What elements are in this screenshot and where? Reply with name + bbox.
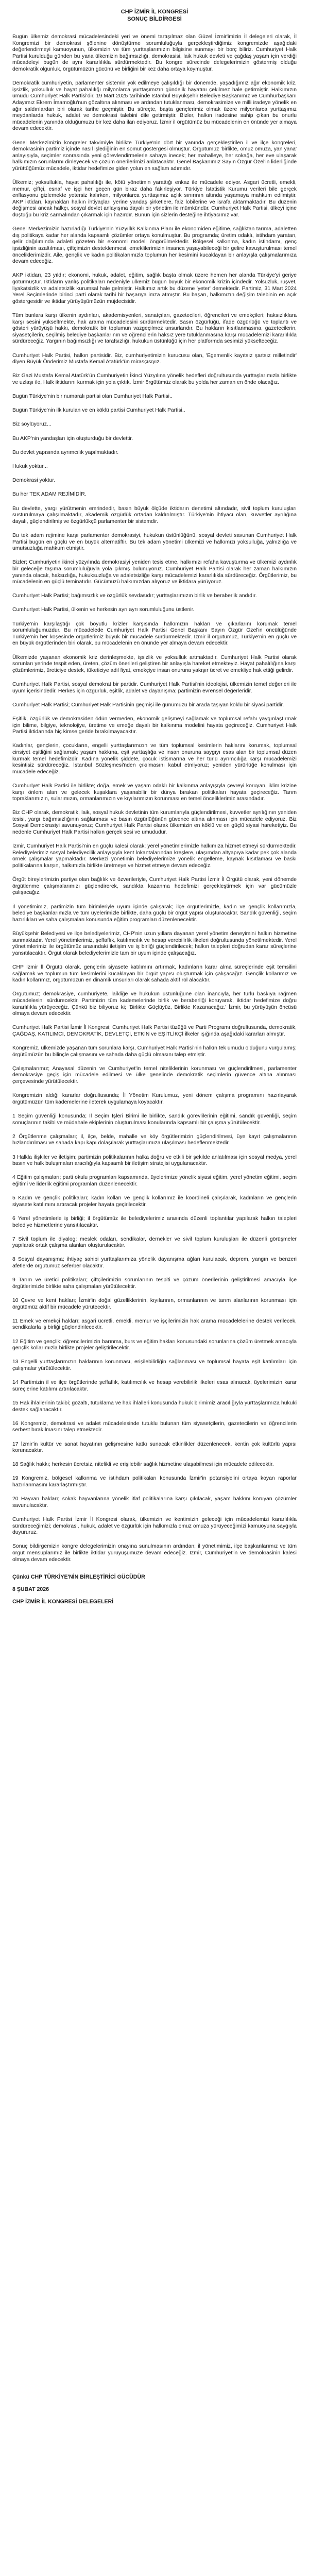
body-paragraph: 18 Sağlık hakkı; herkesin ücretsiz, nitelikli ve erişilebilir sağlık hizmetine ulaşabilmesi için mücadele edilecektir. (12, 1462, 274, 1468)
body-paragraph: Cumhuriyet Halk Partisi; bağımsızlık ve özgürlük sevdasıdır; yurttaşlarımızın birlik ve beraberlik andıdır. (12, 593, 257, 599)
body-paragraph: Ülkemiz; yoksullukla, hayat pahalılığı ile, kötü yönetimin yarattığı enkaz ile mücadele ediyor. Asgari ücretli, emekli, memur, çiftçi, esnaf ve işçi her geçen gün biraz daha fakirleşiyor. Türkiye İstatistik Kurumu verileri bile gerçek enflasyonu gizlemekte yetersiz kalırken, milyonlarca yurttaşımız açlık sınırının altında yaşamaya mahkum edilmiştir. AKP iktidarı, kaynakları halkın ihtiyaçları yerine yandaş şirketlere, faiz lobilerine ve israfa aktarmaktadır. Bu düzenin değişmesi ancak halkçı, sosyal devlet anlayışına dayalı bir yönetim ile mümkündür. Cumhuriyet Halk Partisi, ülkeyi içine düştüğü bu kriz sarmalından çıkarmak için hazırdır. Bunun için sizlerin desteğine ihtiyacımız var. (12, 180, 297, 218)
body-paragraph: İl yönetimimiz, partimizin tüm birimleriyle uyum içinde çalışarak; ilçe örgütlerimizle, kadın ve gençlik kollarımızla, belediye başkanlarımızla ve tüm üyelerimizle birlikte, daha güçlü bir örgüt yapısı oluşturacaktır. Sandık güvenliği, seçim hazırlıkları ve saha çalışmaları konusunda eğitim programları düzenlenecektir. (12, 904, 297, 923)
body-paragraph: 11 Emek ve emekçi hakları; asgari ücretli, emekli, memur ve işçilerimizin hak arama mücadelelerine destek verilecek, sendikalarla iş birliği güçlendirilecektir. (12, 1318, 297, 1331)
body-paragraph: 1 Seçim güvenliği konusunda; İl Seçim İşleri Birimi ile birlikte, sandık görevlilerinin eğitimi, sandık güvenliği, seçim sonuçlarının takibi ve müdahale ekiplerinin oluşturulması konularında kapsamlı bir çalışma yürütülecektir. (12, 1113, 297, 1126)
body-paragraph: 13 Engelli yurttaşlarımızın haklarının korunması, erişilebilirliğin sağlanması ve toplumsal hayata eşit katılımları için çalışmalar yürütülecektir. (12, 1359, 297, 1371)
body-paragraph: 10 Çevre ve kent hakları; İzmir'in doğal güzelliklerinin, kıyılarının, ormanlarının ve tarım alanlarının korunması için örgütümüz aktif bir mücadele yürütecektir. (12, 1298, 297, 1310)
body-paragraph: Sonuç bildirgemizin kongre delegelerimizin onayına sunulmasının ardından; il yönetimimiz, ilçe başkanlarımız ve tüm örgüt mensuplarımız ile birlikte iktidar yürüyüşümüze devam edeceğiz. İzmir, Cumhuriyet'in ve demokrasinin kalesi olmaya devam edecektir. (12, 1544, 297, 1563)
document-org-title: CHP İZMİR İL KONGRESİ (121, 9, 188, 15)
body-paragraph: Çalışmalarımız; Anayasal düzenin ve Cumhuriyet'in temel niteliklerinin korunması ve güçlendirilmesi, parlamenter demokrasiye geçiş için mücadele edilmesi ve ülke genelinde demokratik seçimlerin güvence altına alınması çerçevesinde yürütülecektir. (12, 1065, 297, 1085)
body-paragraph: Büyükşehir Belediyesi ve ilçe belediyelerimiz, CHP'nin uzun yıllara dayanan yerel yönetim deneyimini halkın hizmetine sunmaktadır. Yerel yönetimlerimiz, şeffaflık, katılımcılık ve hesap verebilirlik ilkeleri doğrultusunda yönetilmektedir. Yerel yönetimlerimiz ile örgütümüz arasındaki iletişim ve iş birliği güçlendirilecek; halkın talepleri doğrudan karar süreçlerine yansıtılacaktır. Örgüt olarak belediyelerimizle tam bir uyum içinde çalışacağız. (12, 930, 297, 956)
body-paragraph: Bu devlet yapısında ayrımcılık yapılmaktadır. (12, 449, 119, 455)
body-paragraph: Cumhuriyet Halk Partisi İzmir İl Kongresi olarak, ülkemizin ve kentimizin geleceği için mücadelemizi kararlılıkla sürdüreceğimizi; demokrasi, hukuk, adalet ve özgürlük için halkımızla omuz omuza yürüyeceğimizi kamuoyuna saygıyla duyururuz. (12, 1517, 297, 1536)
body-paragraph: Biz söylüyoruz... (12, 421, 52, 428)
body-paragraph: AKP iktidarı, 23 yıldır; ekonomi, hukuk, adalet, eğitim, sağlık başta olmak üzere hemen her alanda Türkiye'yi geriye götürmüştür. İktidarın yanlış politikaları nedeniyle ülkemiz bugün büyük bir ekonomik krizin içindedir. Yolsuzluk, rüşvet, liyakatsizlik ve adaletsizlik kurumsal hale gelmiştir. Halkımız artık bu düzene 'yeter' demektedir. Partimiz, 31 Mart 2024 Yerel Seçimlerinde birinci parti olarak tarihi bir başarıya imza atmıştır. Bu başarı, halkımızın değişim talebinin en açık göstergesidir ve iktidar yürüyüşümüzün müjdecisidir. (12, 273, 297, 304)
body-paragraph: Biz CHP olarak, demokratik, laik, sosyal hukuk devletinin tüm kurumlarıyla güçlendirilmesi, kuvvetler ayrılığının yeniden tesisi, yargı bağımsızlığının sağlanması ve basın özgürlüğünün güvence altına alınması için mücadele ediyoruz. Biz Sosyal Demokrasiyi savunuyoruz; Cumhuriyet Halk Partisi olarak ülkemizin en köklü ve en güçlü siyasi hareketiyiz. Bu nedenle Cumhuriyet Halk Partisi halkın gerçek sesi ve umududur. (12, 810, 297, 836)
body-paragraph: Hukuk yoktur... (12, 464, 48, 469)
body-paragraph: Örgütümüz; demokrasiye, cumhuriyete, laikliğe ve hukukun üstünlüğüne olan inancıyla, her türlü baskıya rağmen mücadelesini sürdürecektir. Partimizin tüm kademelerinde birlik ve beraberliği koruyarak, iktidar hedefimize doğru kararlılıkla yürüyeceğiz. Çünkü biz biliyoruz ki; 'Birlikte Güçlüyüz, Birlikte Kazanacağız.' İzmir, bu yürüyüşün öncüsü olmaya devam edecektir. (12, 991, 297, 1017)
body-paragraph: 3 Halkla ilişkiler ve iletişim; partimizin politikalarının halka doğru ve etkili bir şekilde anlatılması için sosyal medya, yerel basın ve halk buluşmaları aracılığıyla kapsamlı bir iletişim stratejisi uygulanacaktır. (12, 1154, 297, 1167)
body-paragraph: Cumhuriyet Halk Partisi, ülkenin ve herkesin ayrı ayrı sorumluluğunu üstlenir. (12, 607, 195, 613)
body-paragraph: 7 Sivil toplum ile diyalog; meslek odaları, sendikalar, dernekler ve sivil toplum kuruluşları ile düzenli görüşmeler yapılarak ortak çalışma alanları oluşturulacaktır. (12, 1236, 297, 1249)
body-paragraph: Ülkemizde yaşanan ekonomik kriz derinleşmekte, işsizlik ve yoksulluk artmaktadır. Cumhuriyet Halk Partisi olarak sorunları yerinde tespit eden, üreten, çözüm önerileri geliştiren bir anlayışla hareket etmekteyiz. Hayat pahalılığına karşı çözümlerimiz, üreticiye destek, tüketiciye adil fiyat, emekçiye insan onuruna yakışır ücret ve emekliye hak ettiği gelirdir. (12, 654, 297, 673)
body-paragraph: 8 Sosyal dayanışma; ihtiyaç sahibi yurttaşlarımıza yönelik dayanışma ağları kurulacak, deprem, yangın ve benzeri afetlerde örgütümüz seferber olacaktır. (12, 1257, 297, 1269)
body-paragraph: 12 Eğitim ve gençlik; öğrencilerimizin barınma, burs ve eğitim hakları konusundaki sorunlarına çözüm üretmek amacıyla gençlik kollarımızla birlikte projeler geliştirilecektir. (12, 1338, 297, 1351)
body-paragraph: 16 Kongremiz, demokrasi ve adalet mücadelesinde tutuklu bulunan tüm siyasetçilerin, gazetecilerin ve öğrencilerin serbest bırakılmasını talep etmektedir. (12, 1420, 297, 1433)
body-paragraph: Kongremiz, ülkemizde yaşanan tüm sorunlara karşı, Cumhuriyet Halk Partisi'nin halkın tek umudu olduğunu vurgulamış; örgütümüzün bu bilinçle çalışmasını ve sahada daha güçlü olmasını talep etmiştir. (12, 1045, 297, 1058)
body-paragraph: 17 İzmir'in kültür ve sanat hayatının gelişmesine katkı sunacak etkinlikler düzenlenecek, kentin çok kültürlü yapısı korunacaktır. (12, 1441, 297, 1454)
body-paragraph: Bugün Türkiye'nin ilk kurulan ve en köklü partisi Cumhuriyet Halk Partisi.. (12, 408, 185, 414)
body-paragraph: Genel Merkezimizin kongreler takvimiyle birlikte Türkiye'nin dört bir yanında gerçekleştirilen il ve ilçe kongreleri, demokrasinin partimiz içinde nasıl işlediğinin en somut göstergesi olmuştur. Örgütümüz 'birlikte, omuz omuza, yan yana' anlayışıyla, seçimler sonrasında yeni görevlendirmelerle sahaya inecek; her mahalleye, her sokağa, her eve ulaşarak halkımızın sorunlarını dinleyecek ve çözüm önerilerimizi anlatacaktır. Genel Başkanımız Sayın Özgür Özel'in liderliğinde yürüttüğümüz mücadele, iktidar hedefimize giden yolun en sağlam adımıdır. (12, 140, 297, 172)
body-paragraph: Cumhuriyet Halk Partisi ile birlikte; doğa, emek ve yaşam odaklı bir kalkınma anlayışıyla çevreyi koruyan, iklim krizine karşı önlem alan ve gelecek kuşaklara yaşanabilir bir dünya bırakan politikaları hayata geçireceğiz. Tarım topraklarımızın, sularımızın, ormanlarımızın ve kıyılarımızın korunması en temel önceliklerimiz arasındadır. (12, 783, 297, 802)
body-paragraph: Bizler; Cumhuriyetin ikinci yüzyılında demokrasiyi yeniden tesis etme, halkımızı refaha kavuşturma ve ülkemizi aydınlık bir geleceğe taşıma sorumluluğuyla yola çıkmış bulunuyoruz. Cumhuriyet Halk Partisi olarak her zaman halkımızın yanında olacak, haksızlığa, hukuksuzluğa ve adaletsizliğe karşı mücadelemizi kararlılıkla sürdüreceğiz. Örgütlerimiz, bu mücadelenin en güçlü teminatıdır. Gücümüzü halkımızdan alıyoruz ve iktidara yürüyoruz. (12, 560, 297, 585)
body-paragraph: Bu AKP'nin yandaşları için oluşturduğu bir devlettir. (12, 435, 133, 442)
body-paragraph: Bugün Türkiye'nin bir numaralı partisi olan Cumhuriyet Halk Partisi.. (12, 394, 173, 400)
body-paragraph: 15 Hak ihlallerinin takibi; gözaltı, tutuklama ve hak ihlalleri konusunda hukuk birimimiz aracılığıyla yurttaşlarımıza hukuki destek sağlanacaktır. (12, 1400, 297, 1413)
body-paragraph: CHP İzmir İl Örgütü olarak, gençlerin siyasete katılımını artırmak, kadınların karar alma süreçlerinde eşit temsilini sağlamak ve toplumun tüm kesimlerini kucaklayan bir örgüt yapısı oluşturmak için çalışacağız. Gençlik kollarımız ve kadın kollarımız, örgütümüzün en dinamik unsurları olarak sahada aktif rol alacaktır. (12, 964, 297, 984)
body-paragraph: Bu tek adam rejimine karşı parlamenter demokrasiyi, hukukun üstünlüğünü, sosyal devleti savunan Cumhuriyet Halk Partisi bugün en güçlü ve en büyük alternatiftir. Bu tek adam yönetimi ülkemizi ve halkımızı yoksulluğa, yalnızlığa ve umutsuzluğa mahkum etmiştir. (12, 532, 297, 552)
body-paragraph: Demokratik cumhuriyetin, parlamenter sistemin yok edilmeye çalışıldığı bir dönemde, yaşadığımız ağır ekonomik kriz, işsizlik, yoksulluk ve hayat pahalılığı milyonlarca yurttaşımızın gündelik hayatını çekilmez hale getirmiştir. Halkımızın umudu Cumhuriyet Halk Partisi'dir. 19 Mart 2025 tarihinde İstanbul Büyükşehir Belediye Başkanımız ve Cumhurbaşkanı Adayımız Ekrem İmamoğlu'nun gözaltına alınması ve ardından tutuklanması, demokrasimize ve milli iradeye yönelik en ağır saldırılardan biri olarak tarihe geçmiştir. Bu süreçte, başta gençlerimiz olmak üzere milyonlarca yurttaşımız meydanlarda hukuk, adalet ve demokrasi talebini dile getirmiştir. Bizler, halkın iradesine sahip çıkan bu onurlu mücadelenin yanında olduğumuzu bir kez daha ilan ediyoruz. İzmir il örgütümüz bu mücadelenin en önünde yer almaya devam edecektir. (12, 80, 297, 132)
body-paragraph: Örgüt bireylerimizin partiye olan bağlılık ve özverileriyle, Cumhuriyet Halk Partisi İzmir İl Örgütü olarak, yeni dönemde örgütlenme çalışmalarımızı güçlendirerek, sandıkta kazanma hedefimizi gerçekleştirmek için var gücümüzle çalışacağız. (12, 877, 297, 896)
body-paragraph: Eşitlik, özgürlük ve demokrasiden ödün vermeden, ekonomik gelişmeyi sağlamak ve toplumsal refahı yaygınlaştırmak için bilime, bilgiye, teknolojiye, üretime ve emeğe dayalı bir kalkınma modelini hayata geçireceğiz. Cumhuriyet Halk Partisi iktidarında hiç kimse geride bırakılmayacaktır. (12, 716, 297, 735)
body-paragraph: 19 Kongremiz, bölgesel kalkınma ve istihdam politikaları konusunda İzmir'in potansiyelini ortaya koyan raporlar hazırlanmasını kararlaştırmıştır. (12, 1476, 297, 1488)
body-paragraph: Bu devlette, yargı yürütmenin emrindedir, basın büyük ölçüde iktidarın denetimi altındadır, sivil toplum kuruluşları susturulmaya çalışılmaktadır, akademik özgürlük ortadan kaldırılmıştır. Türkiye'nin ihtiyacı olan, kuvvetler ayrılığına dayalı, güçlendirilmiş ve özgürlükçü parlamenter bir sistemdir. (12, 505, 297, 524)
body-paragraph: 14 Partimizin il ve ilçe örgütlerinde şeffaflık, katılımcılık ve hesap verebilirlik ilkeleri esas alınacak, üyelerimizin karar süreçlerine katılımı artırılacaktır. (12, 1380, 297, 1392)
body-paragraph: Cumhuriyet Halk Partisi, halkın partisidir. Biz, cumhuriyetimizin kurucusu olan, 'Egemenlik kayıtsız şartsız milletindir' diyen Büyük Önderimiz Mustafa Kemal Atatürk'ün mirasçısıyız. (12, 352, 297, 365)
body-paragraph: Demokrasi yoktur. (12, 478, 56, 484)
body-paragraph: 9 Tarım ve üretici politikaları; çiftçilerimizin sorunlarının tespiti ve çözüm önerilerinin geliştirilmesi amacıyla ilçe örgütlerimizle birlikte saha çalışmaları yürütülecektir. (12, 1277, 297, 1290)
closing-date: 8 ŞUBAT 2026 (12, 1586, 49, 1593)
body-paragraph: Biz Gazi Mustafa Kemal Atatürk'ün Cumhuriyetin İkinci Yüzyılına yönelik hedefleri doğrultusunda yurttaşlarımızla birlikte ve uzlaşı ile, Halk iktidarını kurmak için yola çıktık. İzmir örgütümüz olarak bu yolda her zaman en önde olacağız. (12, 373, 297, 385)
document-closing (12, 1573, 297, 1605)
document-body (12, 34, 297, 1563)
body-paragraph: Bu her TEK ADAM REJİMİDİR. (12, 492, 87, 498)
body-paragraph: Bugün ülkemiz demokrasi mücadelesindeki yeri ve önemi tartışılmaz olan Güzel İzmir'imizin İl delegeleri olarak, İl Kongremizi bir demokrasi şölenine dönüştürme sorumluluğuyla gerçekleştirdiğimiz kongremizde aşağıdaki değerlendirmeyi kamuoyunun, ülkemizin ve tüm yurttaşlarımızın bilgisine sunmayı bir borç biliriz. Cumhuriyet Halk Partisi kurulduğu günden bu yana ülkemizin bağımsızlığı, demokrasisi, laik hukuk devleti ve çağdaş yaşam için verdiği mücadeleyi bugün de aynı kararlılıkla sürdürmektedir. Bu kongre sürecinde delegelerimizin göstermiş olduğu demokratik olgunluk, örgütümüzün gücünü ve birliğini bir kez daha ortaya koymuştur. (12, 34, 297, 72)
body-paragraph: 20 Hayvan hakları; sokak hayvanlarına yönelik itlaf politikalarına karşı çıkılacak, yaşam hakkını koruyan çözümler savunulacaktır. (12, 1496, 297, 1509)
body-paragraph: Tüm bunlara karşı ülkenin aydınları, akademisyenleri, sanatçıları, gazetecileri, öğrencileri ve emekçileri; haksızlıklara karşı sesini yükseltmekte, hak arama mücadelesini sürdürmektedir. Basın özgürlüğü, ifade özgürlüğü ve toplantı ve gösteri yürüyüşü hakkı, demokratik bir toplumun vazgeçilmez unsurlarıdır. Bu hakların kısıtlanmasına, gazetecilerin, siyasetçilerin, seçilmiş belediye başkanlarının ve öğrencilerin haksız yere tutuklanmasına karşı mücadelemizi kararlılıkla sürdüreceğiz. Yargının bağımsızlığı ve tarafsızlığı, hukukun üstünlüğü için her platformda sesimizi yükselteceğiz. (12, 312, 297, 345)
closing-signature: CHP İZMİR İL KONGRESİ DELEGELERİ (12, 1599, 114, 1605)
body-paragraph: Türkiye'nin karşılaştığı çok boyutlu krizler karşısında halkımızın hakları ve çıkarlarını korumak temel sorumluluğumuzdur. Bu mücadelede Cumhuriyet Halk Partisi Genel Başkanı Sayın Özgür Özel'in öncülüğünde Türkiye'nin her köşesinde örgütlerimiz büyük bir mücadele sürdürmektedir. İzmir il örgütümüz, Türkiye'nin en güçlü ve en büyük örgütlerinden biri olarak, bu mücadelenin en önünde yer almaya devam edecektir. (12, 621, 297, 647)
body-paragraph: Cumhuriyet Halk Partisi, sosyal demokrat bir partidir. Cumhuriyet Halk Partisi'nin ideolojisi, ülkemizin temel değerleri ile uyum içerisindedir. Herkes için özgürlük, eşitlik, adalet ve dayanışma; partimizin evrensel değerleridir. (12, 682, 297, 694)
body-paragraph: 2 Örgütlenme çalışmaları; il, ilçe, belde, mahalle ve köy örgütlerimizin güçlendirilmesi, üye kayıt çalışmalarının hızlandırılması ve sahada kapı kapı dolaşılarak yurttaşlarımıza ulaşılması hedeflenmektedir. (12, 1133, 297, 1146)
body-paragraph: 4 Eğitim çalışmaları; parti okulu programları kapsamında, üyelerimize yönelik siyasi eğitim, yerel yönetim eğitimi, seçim eğitimi ve liderlik eğitimi programları düzenlenecektir. (12, 1175, 297, 1187)
document-title: SONUÇ BİLDİRGESİ (127, 16, 182, 22)
body-paragraph: 6 Yerel yönetimlerle iş birliği; il örgütümüz ile belediyelerimiz arasında düzenli toplantılar yapılarak halkın talepleri belediye hizmetlerine yansıtılacaktır. (12, 1215, 297, 1228)
body-paragraph: Kadınlar, gençlerin, çocukların, engelli yurttaşlarımızın ve tüm toplumsal kesimlerin haklarını korumak, toplumsal cinsiyet eşitliğini sağlamak; yaşam hakkına, eşit yurttaşlığa ve insan onuruna saygıyı esas alan bir toplumsal düzen kurmak temel hedefimizdir. Kadına yönelik şiddete, çocuk istismarına ve her türlü ayrımcılığa karşı mücadelemizi kesintisiz sürdüreceğiz. İstanbul Sözleşmesi'nden çıkılmasını kabul etmiyoruz; yeniden yürürlüğe konulması için mücadele edeceğiz. (12, 743, 297, 775)
body-paragraph: İzmir, Cumhuriyet Halk Partisi'nin en güçlü kalesi olarak; yerel yönetimlerimizle halkımıza hizmet etmeyi sürdürmektedir. Belediyelerimiz sosyal belediyecilik anlayışıyla kent lokantalarından kreşlere, ulaşımdan altyapıya kadar pek çok alanda örnek çalışmalar yapmaktadır. Merkezi yönetimin belediyelerimize yönelik engelleme, kaynak kısıtlaması ve baskı politikalarına karşın, halkımızla birlikte üretmeye ve hizmet etmeye devam edeceğiz. (12, 843, 297, 869)
body-paragraph: Genel Merkezimizin hazırladığı Türkiye'nin Yüzyıllık Kalkınma Planı ile ekonomiden eğitime, sağlıktan tarıma, adaletten dış politikaya kadar her alanda kapsamlı çözümler ortaya konulmuştur. Bu programda; üretim odaklı, istihdam yaratan, gelir dağılımında adaleti gözeten bir ekonomi modeli öngörülmektedir. Bölgesel kalkınma, kadın istihdamı, genç işsizliğinin azaltılması, çiftçimizin desteklenmesi, emeklilerimizin insanca yaşayabileceği bir gelire kavuşturulması temel önceliklerimizdir. Aile, gençlik ve kadın politikalarımızla toplumun her kesimini kucaklayan bir anlayışla çalışmalarımıza devam edeceğiz. (12, 226, 297, 265)
body-paragraph: Cumhuriyet Halk Partisi İzmir İl Kongresi; Cumhuriyet Halk Partisi tüzüğü ve Parti Programı doğrultusunda, demokratik, ÇAĞDAŞ, KATILIMCI, DEMOKRATİK, DEVLETÇİ, ETKİN ve EŞİTLİKÇİ ilkeler ışığında aşağıdaki kararları almıştır. (12, 1025, 297, 1037)
body-paragraph: 5 Kadın ve gençlik politikaları; kadın kolları ve gençlik kollarımız ile koordineli çalışılarak, kadınların ve gençlerin siyasete katılımını artıracak projeler hayata geçirilecektir. (12, 1195, 297, 1208)
body-paragraph: Kongremizin aldığı kararlar doğrultusunda; İl Yönetim Kurulumuz, yeni dönem çalışma programını hazırlayarak örgütümüzün tüm kademelerine ileterek uygulamaya koyacaktır. (12, 1093, 297, 1105)
closing-slogan: Çünkü CHP TÜRKİYE'NİN BİRLEŞTİRİCİ GÜCÜDÜR (12, 1574, 145, 1581)
body-paragraph: Cumhuriyet Halk Partisi; Cumhuriyet Halk Partisinin geçmişi ile günümüzü bir arada taşıyan köklü bir siyasi partidir. (12, 702, 284, 708)
